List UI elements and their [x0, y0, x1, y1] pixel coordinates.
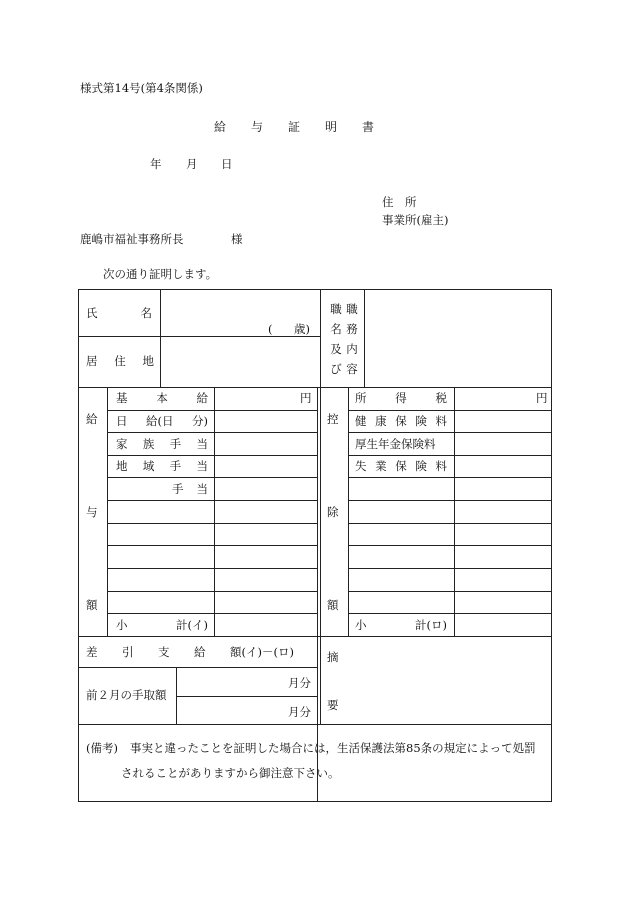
- date-year: 年: [150, 157, 162, 171]
- remarks-char-2: 要: [327, 698, 339, 712]
- remarks-field[interactable]: [321, 637, 551, 723]
- salary-row-basic: 基 本 給: [116, 391, 208, 405]
- job-label-col1: 職 名 及 び: [330, 302, 342, 376]
- salary-row-daily: 日 給(日 分): [116, 414, 208, 428]
- salary-row-regional: 地 域 手 当: [116, 459, 208, 473]
- deduction-row-health: 健 康 保 険 料: [355, 414, 447, 428]
- deduction-row-income-tax: 所 得 税: [355, 391, 447, 405]
- residence-label: 居 住 地: [86, 354, 154, 368]
- salary-subtotal-label: 小 計(イ): [116, 618, 208, 632]
- job-duties-field[interactable]: [365, 290, 551, 386]
- age-unit: 歳): [294, 322, 310, 336]
- residence-field[interactable]: [161, 337, 319, 386]
- age-open-paren: (: [268, 322, 273, 336]
- prev-months-label: 前２月の手取額: [86, 688, 167, 702]
- deduction-side-char-1: 控: [327, 412, 339, 426]
- salary-unit: 円: [300, 391, 312, 405]
- intro-text: 次の通り証明します。: [103, 267, 218, 281]
- deduction-subtotal-label: 小 計(ロ): [355, 618, 447, 632]
- document-title: 給与証明書: [214, 120, 400, 134]
- job-label-col2: 職 務 内 容: [346, 302, 358, 376]
- salary-side-char-1: 給: [86, 412, 98, 426]
- salary-row-family: 家 族 手 当: [116, 437, 208, 451]
- form-number: 様式第14号(第4条関係): [80, 81, 203, 95]
- name-label: 氏 名: [86, 306, 152, 320]
- salary-side-char-3: 額: [86, 598, 98, 612]
- note-label: (備考): [86, 741, 118, 755]
- deduction-unit: 円: [536, 391, 548, 405]
- note-line-2: されることがありますから御注意下さい。: [121, 766, 340, 780]
- deduction-side-char-3: 額: [327, 598, 339, 612]
- date-month: 月: [186, 157, 198, 171]
- month-unit-1: 月分: [288, 676, 311, 690]
- deduction-side-char-2: 除: [327, 505, 339, 519]
- certifier-employer-label: 事業所(雇主): [382, 213, 449, 227]
- net-pay-label: 差 引 支 給 額(イ)－(ロ): [86, 645, 294, 659]
- deduction-row-pension: 厚生年金保険料: [355, 437, 436, 451]
- remarks-char-1: 摘: [327, 650, 339, 664]
- certifier-address-label: 住 所: [382, 195, 417, 209]
- salary-row-allowance: 手 当: [172, 482, 208, 496]
- addressee: 鹿嶋市福祉事務所長: [80, 232, 184, 246]
- note-line-1: 事実と違ったことを証明した場合には，生活保護法第85条の規定によって処罰: [130, 741, 536, 755]
- month-unit-2: 月分: [288, 705, 311, 719]
- salary-side-char-2: 与: [86, 505, 98, 519]
- deduction-row-unemployment: 失 業 保 険 料: [355, 459, 447, 473]
- date-day: 日: [221, 157, 233, 171]
- honorific: 様: [231, 232, 243, 246]
